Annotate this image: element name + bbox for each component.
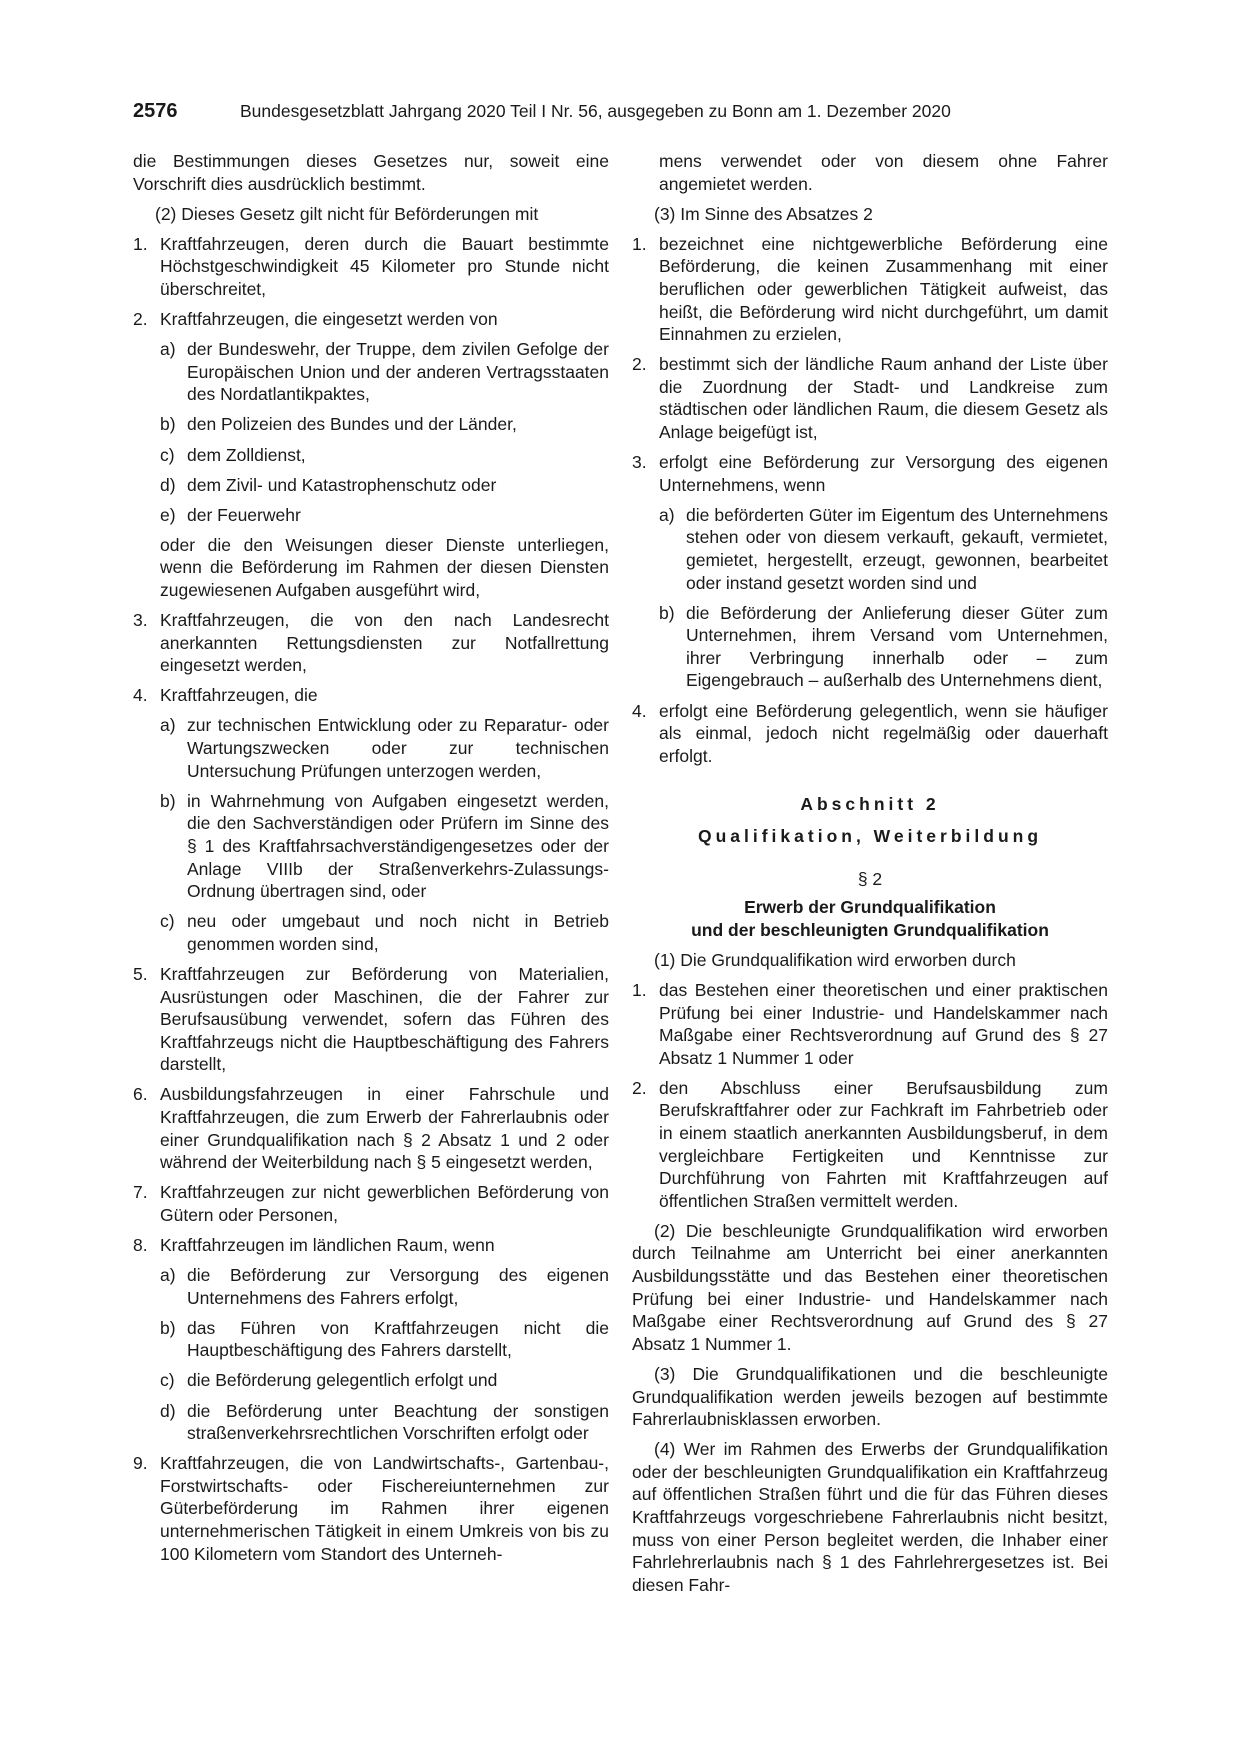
paragraph: (1) Die Grundqualifikation wird erworben durch bbox=[654, 949, 1016, 970]
sub-item: c) neu oder umgebaut und noch nicht in Betrieb genommen worden sind, bbox=[160, 911, 609, 954]
list-item: 1. Kraftfahrzeugen, deren durch die Bauart bestimmte Höchstgeschwindigkeit 45 Kilometer pro Stunde nicht überschreitet, bbox=[133, 233, 609, 299]
list-item: 3. erfolgt eine Beförderung zur Versorgung des eigenen Unternehmens, wenn bbox=[632, 452, 1108, 495]
paragraph-title: Erwerb der Grundqualifikation bbox=[744, 897, 996, 918]
paragraph: die Bestimmungen dieses Gesetzes nur, soweit eine Vorschrift dies ausdrücklich bestimmt. bbox=[133, 151, 609, 194]
list-item: 6. Ausbildungsfahrzeugen in einer Fahrschule und Kraftfahrzeugen, die zum Erwerb der Fahrerlaubnis oder einer Grundqualifikation nach § 2 Absatz 1 und 2 oder während der Weiterbildung nach § 5 eingesetzt werden, bbox=[133, 1084, 609, 1173]
sub-item: b) die Beförderung der Anlieferung dieser Güter zum Unternehmen, ihrem Versand vom Unternehmen, ihrer Verbringung innerhalb oder – zum Eigengebrauch – außerhalb des Unternehmens dient, bbox=[659, 602, 1108, 691]
sub-item: a) der Bundeswehr, der Truppe, dem zivilen Gefolge der Europäischen Union und der anderen Vertragsstaaten des Nordatlantikpaktes, bbox=[160, 339, 609, 405]
sub-item: a) zur technischen Entwicklung oder zu Reparatur- oder Wartungszwecken oder zur technischen Untersuchung Prüfungen unterzogen werden, bbox=[160, 715, 609, 781]
continuation: mens verwendet oder von diesem ohne Fahrer angemietet werden. bbox=[659, 151, 1108, 194]
continuation: oder die den Weisungen dieser Dienste unterliegen, wenn die Beförderung im Rahmen der diesen Diensten zugewiesenen Aufgaben ausgeführt wird, bbox=[160, 534, 609, 600]
sub-item: b) in Wahrnehmung von Aufgaben eingesetzt werden, die den Sachverständigen oder Prüfern im Sinne des § 1 des Kraftfahrsachverständigengesetzes oder der Anlage VIIIb der Straßenverkehrs-Zulassungs-Ordnung übertragen sind, oder bbox=[160, 790, 609, 902]
list-item: 1. bezeichnet eine nichtgewerbliche Beförderung eine Beförderung, die keinen Zusammenhang mit einer beruflichen oder gewerblichen Tätigkeit aufweist, das heißt, die Beförderung wird nicht durchgeführt, um damit Einnahmen zu erzielen, bbox=[632, 233, 1108, 345]
running-title: Bundesgesetzblatt Jahrgang 2020 Teil I Nr. 56, ausgegeben zu Bonn am 1. Dezember 2020 bbox=[240, 101, 951, 121]
sub-item: c) die Beförderung gelegentlich erfolgt und bbox=[160, 1370, 498, 1391]
list-item: 3. Kraftfahrzeugen, die von den nach Landesrecht anerkannten Rettungsdiensten zur Notfallrettung eingesetzt werden, bbox=[133, 610, 609, 676]
sub-item: d) dem Zivil- und Katastrophenschutz oder bbox=[160, 474, 497, 495]
paragraph: (2) Dieses Gesetz gilt nicht für Beförderungen mit bbox=[155, 203, 539, 224]
sub-item: b) das Führen von Kraftfahrzeugen nicht die Hauptbeschäftigung des Fahrers darstellt, bbox=[160, 1317, 609, 1361]
sub-item: e) der Feuerwehr bbox=[160, 504, 301, 525]
paragraph-number: § 2 bbox=[857, 868, 883, 889]
list-item: 7. Kraftfahrzeugen zur nicht gewerblichen Beförderung von Gütern oder Personen, bbox=[133, 1182, 609, 1225]
sub-item: c) dem Zolldienst, bbox=[160, 444, 306, 465]
page-number: 2576 bbox=[133, 100, 178, 122]
page-header bbox=[133, 100, 1101, 126]
list-item: 2. Kraftfahrzeugen, die eingesetzt werden von bbox=[133, 309, 498, 330]
paragraph: (3) Die Grundqualifikationen und die beschleunigte Grundqualifikation werden jeweils bezogen auf bestimmte Fahrerlaubnisklassen erworben. bbox=[632, 1363, 1108, 1430]
right-column bbox=[632, 150, 1108, 1596]
list-item: 2. bestimmt sich der ländliche Raum anhand der Liste über die Zuordnung der Stadt- und Landkreise zum städtischen oder ländlichen Raum, die diesem Gesetz als Anlage beigefügt ist, bbox=[632, 354, 1108, 443]
section-subheading: Qualifikation, Weiterbildung bbox=[697, 825, 1043, 846]
paragraph: (4) Wer im Rahmen des Erwerbs der Grundqualifikation oder der beschleunigten Grundqualifikation ein Kraftfahrzeug auf öffentlichen Straßen führt und die für das Führen dieses Kraftfahrzeugs vorgeschriebene Fahrerlaubnis nicht besitzt, muss von einer Person begleitet werden, die Inhaber einer Fahrlehrerlaubnis nach § 1 des Fahrlehrergesetzes ist. Bei diesen Fahr- bbox=[632, 1439, 1108, 1595]
sub-item: a) die beförderten Güter im Eigentum des Unternehmens stehen oder von diesem verkauft, gekauft, vermietet, gemietet, hergestellt, erzeugt, gewonnen, bearbeitet oder instand gesetzt worden sind und bbox=[659, 504, 1108, 593]
left-column bbox=[133, 150, 609, 1565]
list-item: 1. das Bestehen einer theoretischen und einer praktischen Prüfung bei einer Industrie- und Handelskammer nach Maßgabe einer Rechtsverordnung auf Grund des § 27 Absatz 1 Nummer 1 oder bbox=[632, 979, 1108, 1068]
list-item: 4. erfolgt eine Beförderung gelegentlich, wenn sie häufiger als einmal, jedoch nicht regelmäßig oder dauerhaft erfolgt. bbox=[632, 700, 1108, 766]
list-item: 5. Kraftfahrzeugen zur Beförderung von Materialien, Ausrüstungen oder Maschinen, die der Fahrer zur Berufsausübung verwendet, sofern das Führen des Kraftfahrzeugs nicht die Hauptbeschäftigung des Fahrers darstellt, bbox=[133, 963, 609, 1075]
list-item: 4. Kraftfahrzeugen, die bbox=[133, 685, 318, 706]
list-item: 2. den Abschluss einer Berufsausbildung zum Berufskraftfahrer oder zur Fachkraft im Fahrbetrieb oder in einem staatlich anerkannten Ausbildungsberuf, in dem vergleichbare Fertigkeiten und Kenntnisse zur Durchführung von Fahrten mit Kraftfahrzeugen auf öffentlichen Straßen vermittelt werden. bbox=[632, 1077, 1108, 1211]
paragraph: (2) Die beschleunigte Grundqualifikation wird erworben durch Teilnahme am Unterricht bei einer anerkannten Ausbildungsstätte und das Bestehen einer theoretischen Prüfung bei einer Industrie- und Handelskammer nach Maßgabe einer Rechtsverordnung auf Grund des § 27 Absatz 1 Nummer 1. bbox=[632, 1220, 1108, 1354]
list-item: 8. Kraftfahrzeugen im ländlichen Raum, wenn bbox=[133, 1234, 495, 1255]
sub-item: d) die Beförderung unter Beachtung der sonstigen straßenverkehrsrechtlichen Vorschriften erfolgt oder bbox=[160, 1400, 609, 1444]
section-heading: Abschnitt 2 bbox=[800, 794, 940, 815]
sub-item: a) die Beförderung zur Versorgung des eigenen Unternehmens des Fahrers erfolgt, bbox=[160, 1265, 609, 1308]
paragraph: (3) Im Sinne des Absatzes 2 bbox=[654, 203, 873, 224]
list-item: 9. Kraftfahrzeugen, die von Landwirtschafts-, Gartenbau-, Forstwirtschafts- oder Fischereiunternehmen zur Güterbeförderung im Rahmen ihrer eigenen unternehmerischen Tätigkeit in einem Umkreis von bis zu 100 Kilometern vom Standort des Unterneh- bbox=[133, 1453, 609, 1564]
sub-item: b) den Polizeien des Bundes und der Länder, bbox=[160, 414, 517, 435]
paragraph-title: und der beschleunigten Grundqualifikation bbox=[691, 919, 1049, 940]
